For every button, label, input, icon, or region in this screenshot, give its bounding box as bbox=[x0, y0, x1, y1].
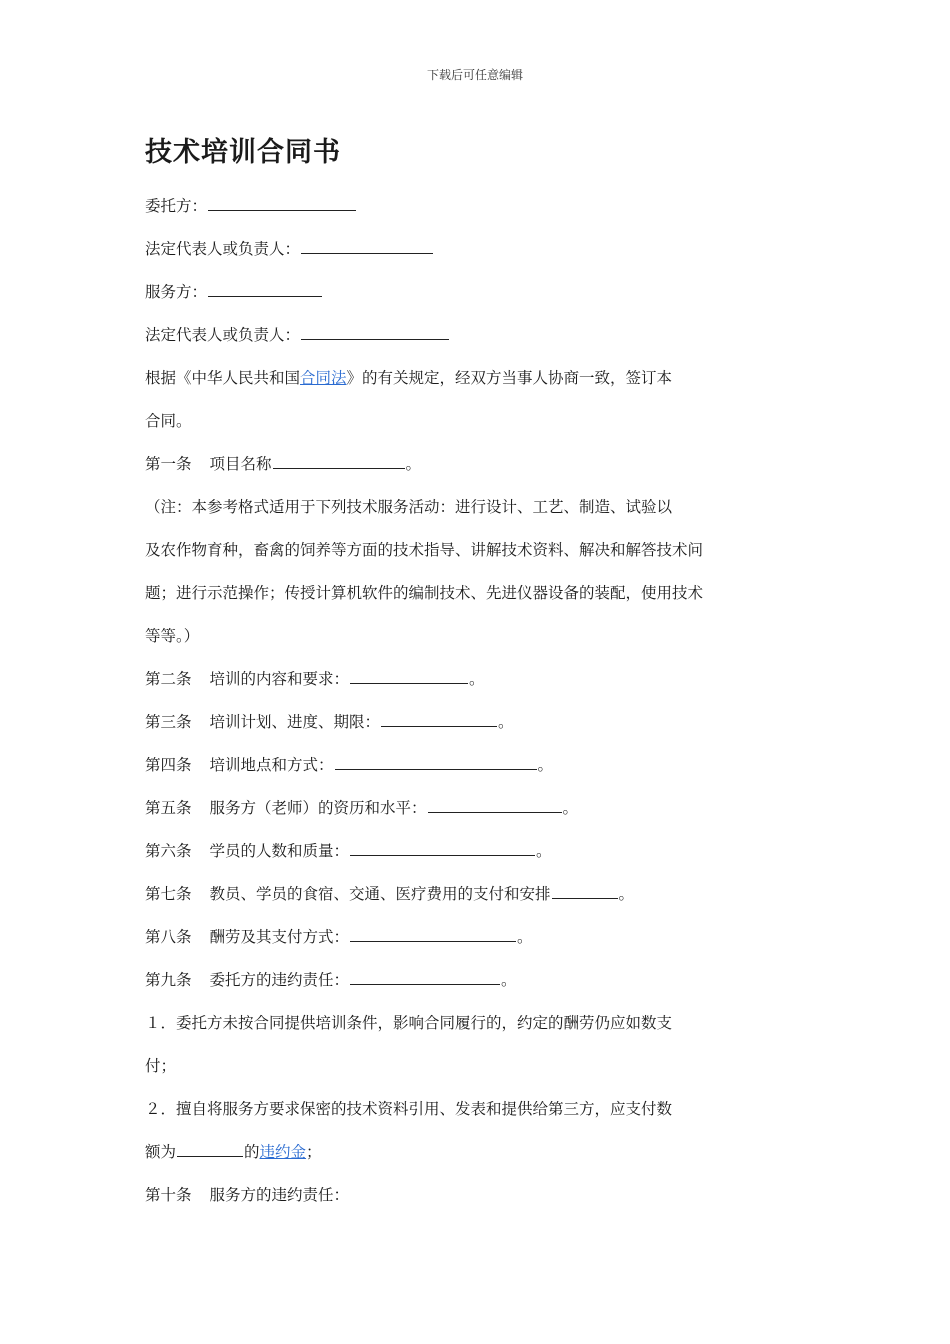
article-9-blank[interactable] bbox=[350, 970, 500, 985]
provider-rep-line bbox=[145, 325, 450, 345]
article-2 bbox=[145, 669, 485, 689]
article-4 bbox=[145, 755, 553, 775]
article-1-end: 。 bbox=[405, 455, 422, 473]
intro-line-1 bbox=[145, 368, 672, 388]
article-6-text: 学员的人数和质量： bbox=[209, 842, 350, 860]
client-label: 委托方： bbox=[145, 197, 208, 215]
article-10 bbox=[145, 1185, 349, 1205]
article-7-number: 第七条 bbox=[145, 885, 192, 903]
article-2-blank[interactable] bbox=[350, 669, 468, 684]
provider-rep-label: 法定代表人或负责人： bbox=[145, 326, 301, 344]
article-3 bbox=[145, 712, 514, 732]
article-1-blank[interactable] bbox=[273, 454, 405, 469]
note-line-1: （注：本参考格式适用于下列技术服务活动：进行设计、工艺、制造、试验以 bbox=[145, 498, 673, 516]
article-3-blank[interactable] bbox=[381, 712, 497, 727]
article-5-end: 。 bbox=[562, 799, 579, 817]
article-6-blank[interactable] bbox=[350, 841, 535, 856]
article-4-text: 培训地点和方式： bbox=[209, 756, 334, 774]
penalty-amount-blank[interactable] bbox=[177, 1142, 243, 1157]
client-rep-blank[interactable] bbox=[301, 239, 433, 254]
item-2-mid: 的 bbox=[244, 1143, 260, 1161]
article-8-blank[interactable] bbox=[350, 927, 516, 942]
article-8 bbox=[145, 927, 533, 947]
provider-rep-blank[interactable] bbox=[301, 325, 449, 340]
penalty-link[interactable]: 违约金 bbox=[259, 1143, 307, 1161]
provider-blank[interactable] bbox=[208, 282, 322, 297]
header-note: 下载后可任意编辑 bbox=[426, 68, 523, 82]
article-9-text: 委托方的违约责任： bbox=[209, 971, 350, 989]
provider-line bbox=[145, 282, 323, 302]
note-line-3: 题；进行示范操作；传授计算机软件的编制技术、先进仪器设备的装配，使用技术 bbox=[145, 584, 704, 602]
article-9-end: 。 bbox=[501, 971, 517, 989]
article-9-number: 第九条 bbox=[145, 971, 192, 989]
article-8-end: 。 bbox=[517, 928, 533, 946]
article-6 bbox=[145, 841, 552, 861]
provider-label: 服务方： bbox=[145, 283, 208, 301]
article-7-text: 教员、学员的食宿、交通、医疗费用的支付和安排 bbox=[209, 885, 551, 903]
article-6-end: 。 bbox=[536, 842, 552, 860]
note-line-2: 及农作物育种，畜禽的饲养等方面的技术指导、讲解技术资料、解决和解答技术问 bbox=[145, 541, 704, 559]
article-3-text: 培训计划、进度、期限： bbox=[209, 713, 381, 731]
article-5-blank[interactable] bbox=[428, 798, 562, 813]
client-line bbox=[145, 196, 357, 216]
article-8-text: 酬劳及其支付方式： bbox=[209, 928, 350, 946]
item-2-line-1: ２．擅自将服务方要求保密的技术资料引用、发表和提供给第三方，应支付数 bbox=[145, 1100, 673, 1118]
article-5-number: 第五条 bbox=[145, 799, 192, 817]
article-1 bbox=[145, 454, 421, 474]
item-1-line-1: １．委托方未按合同提供培训条件，影响合同履行的，约定的酬劳仍应如数支 bbox=[145, 1014, 673, 1032]
article-1-number: 第一条 bbox=[145, 455, 192, 473]
article-2-end: 。 bbox=[469, 670, 485, 688]
article-4-number: 第四条 bbox=[145, 756, 192, 774]
client-rep-label: 法定代表人或负责人： bbox=[145, 240, 301, 258]
intro-text-2: 》的有关规定，经双方当事人协商一致，签订本 bbox=[346, 369, 673, 387]
article-3-end: 。 bbox=[498, 713, 514, 731]
item-1-line-2: 付； bbox=[145, 1057, 177, 1075]
document-title: 技术培训合同书 bbox=[145, 137, 341, 168]
article-5-text: 服务方（老师）的资历和水平： bbox=[209, 799, 427, 817]
client-blank[interactable] bbox=[208, 196, 356, 211]
article-10-text: 服务方的违约责任： bbox=[209, 1186, 350, 1204]
intro-text-1: 根据《中华人民共和国 bbox=[145, 369, 301, 387]
article-7-blank[interactable] bbox=[552, 884, 618, 899]
intro-line-2: 合同。 bbox=[145, 412, 192, 430]
article-7-end: 。 bbox=[618, 885, 635, 903]
article-4-end: 。 bbox=[537, 756, 554, 774]
item-2-end: ； bbox=[306, 1143, 322, 1161]
item-2-pre: 额为 bbox=[145, 1143, 177, 1161]
article-2-number: 第二条 bbox=[145, 670, 192, 688]
item-2-line-2 bbox=[145, 1142, 322, 1162]
article-5 bbox=[145, 798, 578, 818]
article-7 bbox=[145, 884, 634, 904]
article-2-text: 培训的内容和要求： bbox=[209, 670, 350, 688]
contract-law-link[interactable]: 合同法 bbox=[300, 369, 347, 387]
article-6-number: 第六条 bbox=[145, 842, 192, 860]
note-line-4: 等等。） bbox=[145, 627, 200, 645]
article-4-blank[interactable] bbox=[335, 755, 537, 770]
article-3-number: 第三条 bbox=[145, 713, 192, 731]
article-9 bbox=[145, 970, 517, 990]
article-8-number: 第八条 bbox=[145, 928, 192, 946]
client-rep-line bbox=[145, 239, 434, 259]
article-1-text: 项目名称 bbox=[209, 455, 272, 473]
article-10-number: 第十条 bbox=[145, 1186, 192, 1204]
